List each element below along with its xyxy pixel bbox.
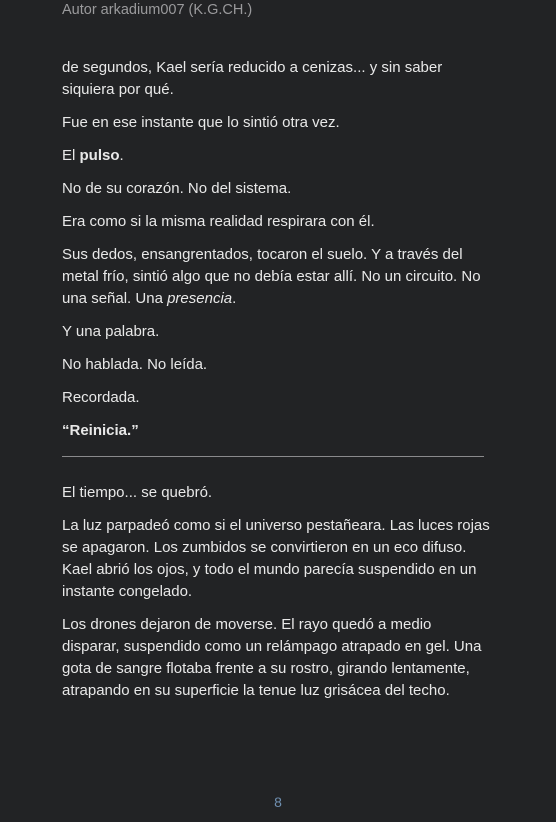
- paragraph: de segundos, Kael sería reducido a cenizas... y sin saber siquiera por qué.: [62, 59, 443, 98]
- text-span: .: [232, 290, 237, 307]
- text-span: El: [62, 147, 80, 164]
- section-divider: [62, 456, 484, 457]
- paragraph: La luz parpadeó como si el universo pestañeara. Las luces rojas se apagaron. Los zumbidos se convirtieron en un eco difuso. Kael abrió los ojos, y todo el mundo parecía suspendido en un instante congelado.: [62, 517, 490, 600]
- paragraph: No de su corazón. No del sistema.: [62, 180, 292, 197]
- paragraph: Recordada.: [62, 389, 140, 406]
- bold-quote: “Reinicia.”: [62, 422, 139, 439]
- text-span: .: [119, 147, 124, 164]
- paragraph: Y una palabra.: [62, 323, 160, 340]
- paragraph: El tiempo... se quebró.: [62, 484, 213, 501]
- text-span: Sus dedos, ensangrentados, tocaron el suelo. Y a través del metal frío, sintió algo que no debía estar allí. No un circuito. No una señal. Una: [62, 246, 481, 307]
- paragraph: Fue en ese instante que lo sintió otra vez.: [62, 114, 340, 131]
- paragraph: [62, 244, 492, 310]
- author-header: Autor arkadium007 (K.G.CH.): [62, 2, 253, 18]
- paragraph-bold-quote: [62, 420, 492, 442]
- chapter-text: [62, 57, 492, 713]
- page-number: 8: [274, 794, 282, 810]
- italic-word: presencia: [167, 290, 233, 307]
- bold-word: pulso: [79, 147, 120, 164]
- paragraph: Los drones dejaron de moverse. El rayo quedó a medio disparar, suspendido como un relámpago atrapado en gel. Una gota de sangre flotaba frente a su rostro, girando lentamente, atrapando en su superficie la tenue luz grisácea del techo.: [62, 616, 482, 699]
- paragraph: No hablada. No leída.: [62, 356, 208, 373]
- paragraph: [62, 145, 492, 167]
- paragraph: Era como si la misma realidad respirara con él.: [62, 213, 375, 230]
